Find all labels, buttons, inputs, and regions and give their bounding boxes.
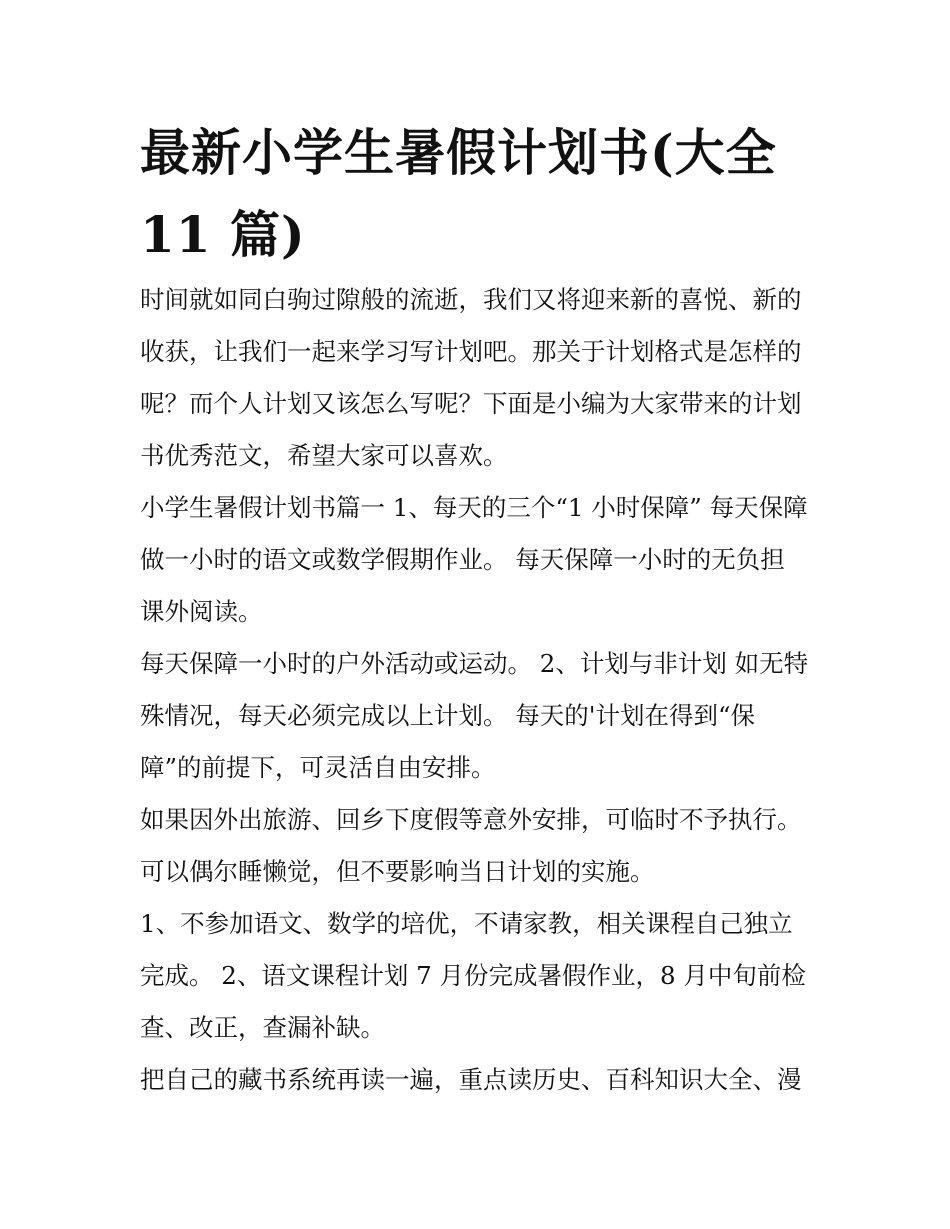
body-line: 做一小时的语文或数学假期作业。 每天保障一小时的无负担 bbox=[140, 545, 785, 574]
body-line: 时间就如同白驹过隙般的流逝，我们又将迎来新的喜悦、新的 bbox=[140, 285, 802, 314]
body-line: 查、改正，查漏补缺。 bbox=[140, 1013, 385, 1042]
body-line: 呢？而个人计划又该怎么写呢？下面是小编为大家带来的计划 bbox=[140, 389, 802, 418]
body-line: 每天保障一小时的户外活动或运动。 2、计划与非计划 如无特 bbox=[140, 649, 809, 678]
body-line: 殊情况，每天必须完成以上计划。 每天的'计划在得到“保 bbox=[140, 701, 756, 730]
body-line: 收获，让我们一起来学习写计划吧。那关于计划格式是怎样的 bbox=[140, 337, 802, 366]
body-line: 完成。 2、语文课程计划 7 月份完成暑假作业，8 月中旬前检 bbox=[140, 961, 806, 990]
body-line: 小学生暑假计划书篇一 1、每天的三个“1 小时保障” 每天保障 bbox=[140, 493, 808, 522]
body-line: 把自己的藏书系统再读一遍，重点读历史、百科知识大全、漫 bbox=[140, 1065, 802, 1094]
body-line: 课外阅读。 bbox=[140, 597, 263, 626]
document-body bbox=[140, 274, 820, 1106]
body-line: 如果因外出旅游、回乡下度假等意外安排，可临时不予执行。 bbox=[140, 805, 802, 834]
body-line: 1、不参加语文、数学的培优，不请家教，相关课程自己独立 bbox=[140, 909, 793, 938]
title-line-1: 最新小学生暑假计划书(大全 bbox=[140, 123, 777, 182]
body-line: 可以偶尔睡懒觉，但不要影响当日计划的实施。 bbox=[140, 857, 655, 886]
title-line-2: 11 篇) bbox=[140, 205, 306, 264]
body-line: 障”的前提下，可灵活自由安排。 bbox=[140, 753, 496, 782]
body-line: 书优秀范文，希望大家可以喜欢。 bbox=[140, 441, 508, 470]
document-title bbox=[140, 112, 820, 276]
